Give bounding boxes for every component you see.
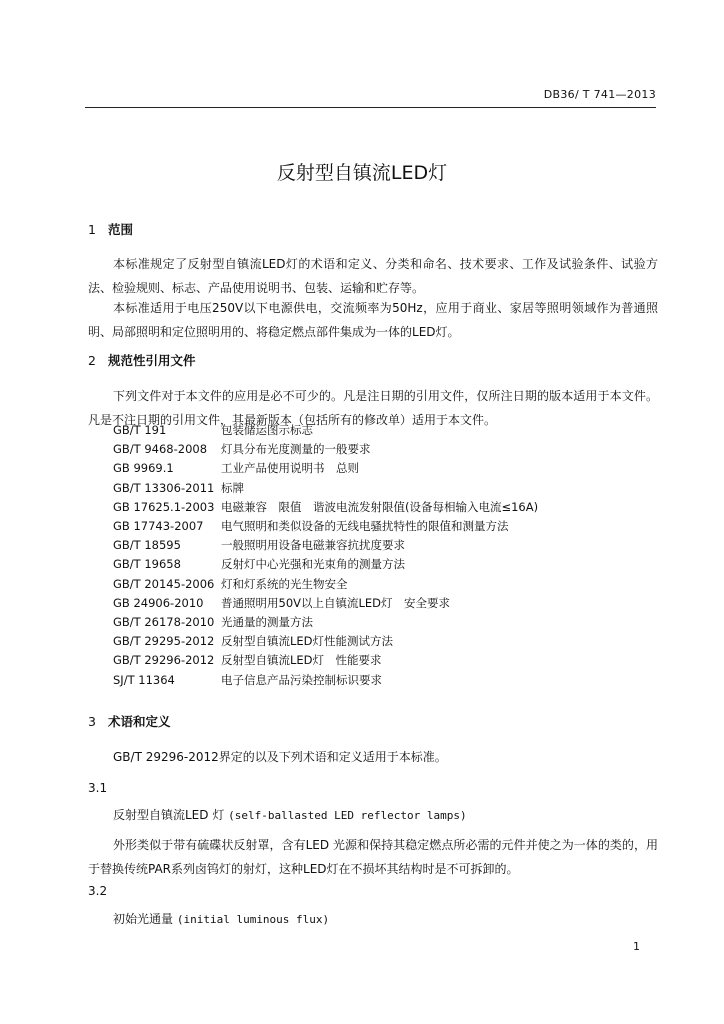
reference-title: 电气照明和类似设备的无线电骚扰特性的限值和测量方法 (221, 519, 509, 534)
reference-code: GB 17743-2007 (113, 519, 204, 534)
reference-item (113, 498, 633, 517)
reference-item (113, 632, 633, 651)
reference-item (113, 440, 633, 459)
reference-item (113, 651, 633, 670)
section-1-paragraph-1: 本标准规定了反射型自镇流LED灯的术语和定义、分类和命名、技术要求、工作及试验条件、试验方法、检验规则、标志、产品使用说明书、包装、运输和贮存等。 (88, 257, 658, 295)
header-divider (85, 107, 656, 108)
reference-title: 光通量的测量方法 (221, 615, 313, 630)
subsection-number: 3.2 (88, 884, 108, 898)
term-english: (self-ballasted LED reflector lamps) (228, 809, 467, 822)
reference-code: GB/T 20145-2006 (113, 576, 215, 591)
section-title: 规范性引用文件 (108, 353, 196, 368)
term-definition: 外形类似于带有硫碟状反射罩，含有LED 光源和保持其稳定燃点所必需的元件并使之为一体的类的，用于替换传统PAR系列卤钨灯的射灯，这种LED灯在不损坏其结构时是不可拆卸的。 (88, 838, 658, 876)
reference-title: 一般照明用设备电磁兼容抗扰度要求 (221, 538, 405, 553)
reference-title: 电子信息产品污染控制标识要求 (221, 672, 382, 687)
section-number: 3 (88, 714, 96, 729)
reference-title: 普通照明用50V以上自镇流LED灯 安全要求 (221, 595, 451, 610)
term-heading (113, 806, 467, 823)
reference-item (113, 479, 633, 498)
reference-title: 灯具分布光度测量的一般要求 (221, 442, 371, 457)
section-2-intro: 下列文件对于本文件的应用是必不可少的。凡是注日期的引用文件，仅所注日期的版本适用于本文件。凡是不注日期的引用文件，其最新版本（包括所有的修改单）适用于本文件。 (88, 389, 658, 427)
reference-code: GB/T 9468-2008 (113, 442, 208, 457)
reference-code: GB/T 26178-2010 (113, 615, 215, 630)
reference-title: 电磁兼容 限值 谐波电流发射限值(设备每相输入电流≤16A) (221, 499, 539, 514)
term-heading (113, 910, 329, 927)
page-number: 1 (633, 940, 640, 953)
reference-code: GB/T 29295-2012 (113, 634, 215, 649)
subsection-number: 3.1 (88, 781, 108, 795)
reference-item (113, 613, 633, 632)
reference-item (113, 671, 633, 690)
reference-code: GB 17625.1-2003 (113, 499, 215, 514)
reference-title: 标牌 (221, 480, 244, 495)
document-title: 反射型自镇流LED灯 (276, 162, 448, 184)
reference-item (113, 594, 633, 613)
normative-references-list (113, 421, 633, 690)
reference-code: GB 24906-2010 (113, 595, 204, 610)
term-chinese: 反射型自镇流LED 灯 (113, 808, 225, 822)
reference-item (113, 536, 633, 555)
reference-item (113, 459, 633, 478)
reference-title: 反射灯中心光强和光束角的测量方法 (221, 557, 405, 572)
section-3-heading (88, 712, 658, 730)
reference-title: 反射型自镇流LED灯性能测试方法 (221, 634, 394, 649)
reference-code: SJ/T 11364 (113, 672, 175, 687)
term-english: (initial luminous flux) (176, 913, 330, 926)
section-1-heading (88, 220, 658, 238)
reference-code: GB/T 19658 (113, 557, 181, 572)
section-2-heading (88, 351, 658, 369)
section-title: 范围 (108, 222, 134, 237)
reference-code: GB/T 18595 (113, 538, 181, 553)
section-title: 术语和定义 (108, 714, 171, 729)
term-chinese: 初始光通量 (113, 912, 174, 926)
section-number: 1 (88, 222, 96, 237)
reference-title: 灯和灯系统的光生物安全 (221, 576, 348, 591)
section-1-paragraph-2: 本标准适用于电压250V以下电源供电，交流频率为50Hz，应用于商业、家居等照明领域作为普通照明、局部照明和定位照明用的、将稳定燃点部件集成为一体的LED灯。 (88, 301, 658, 339)
reference-code: GB 9969.1 (113, 461, 174, 476)
standard-code: DB36/ T 741—2013 (543, 88, 656, 101)
reference-item (113, 517, 633, 536)
reference-code: GB/T 29296-2012 (113, 653, 215, 668)
reference-code: GB/T 13306-2011 (113, 480, 215, 495)
section-3-intro: GB/T 29296-2012界定的以及下列术语和定义适用于本标准。 (113, 750, 447, 764)
reference-code: GB/T 191 (113, 423, 167, 437)
reference-title: 反射型自镇流LED灯 性能要求 (221, 653, 382, 668)
reference-title: 工业产品使用说明书 总则 (221, 461, 359, 476)
reference-item (113, 575, 633, 594)
reference-item (113, 421, 633, 440)
reference-title: 包装储运图示标志 (221, 423, 313, 437)
section-number: 2 (88, 353, 96, 368)
reference-item (113, 555, 633, 574)
